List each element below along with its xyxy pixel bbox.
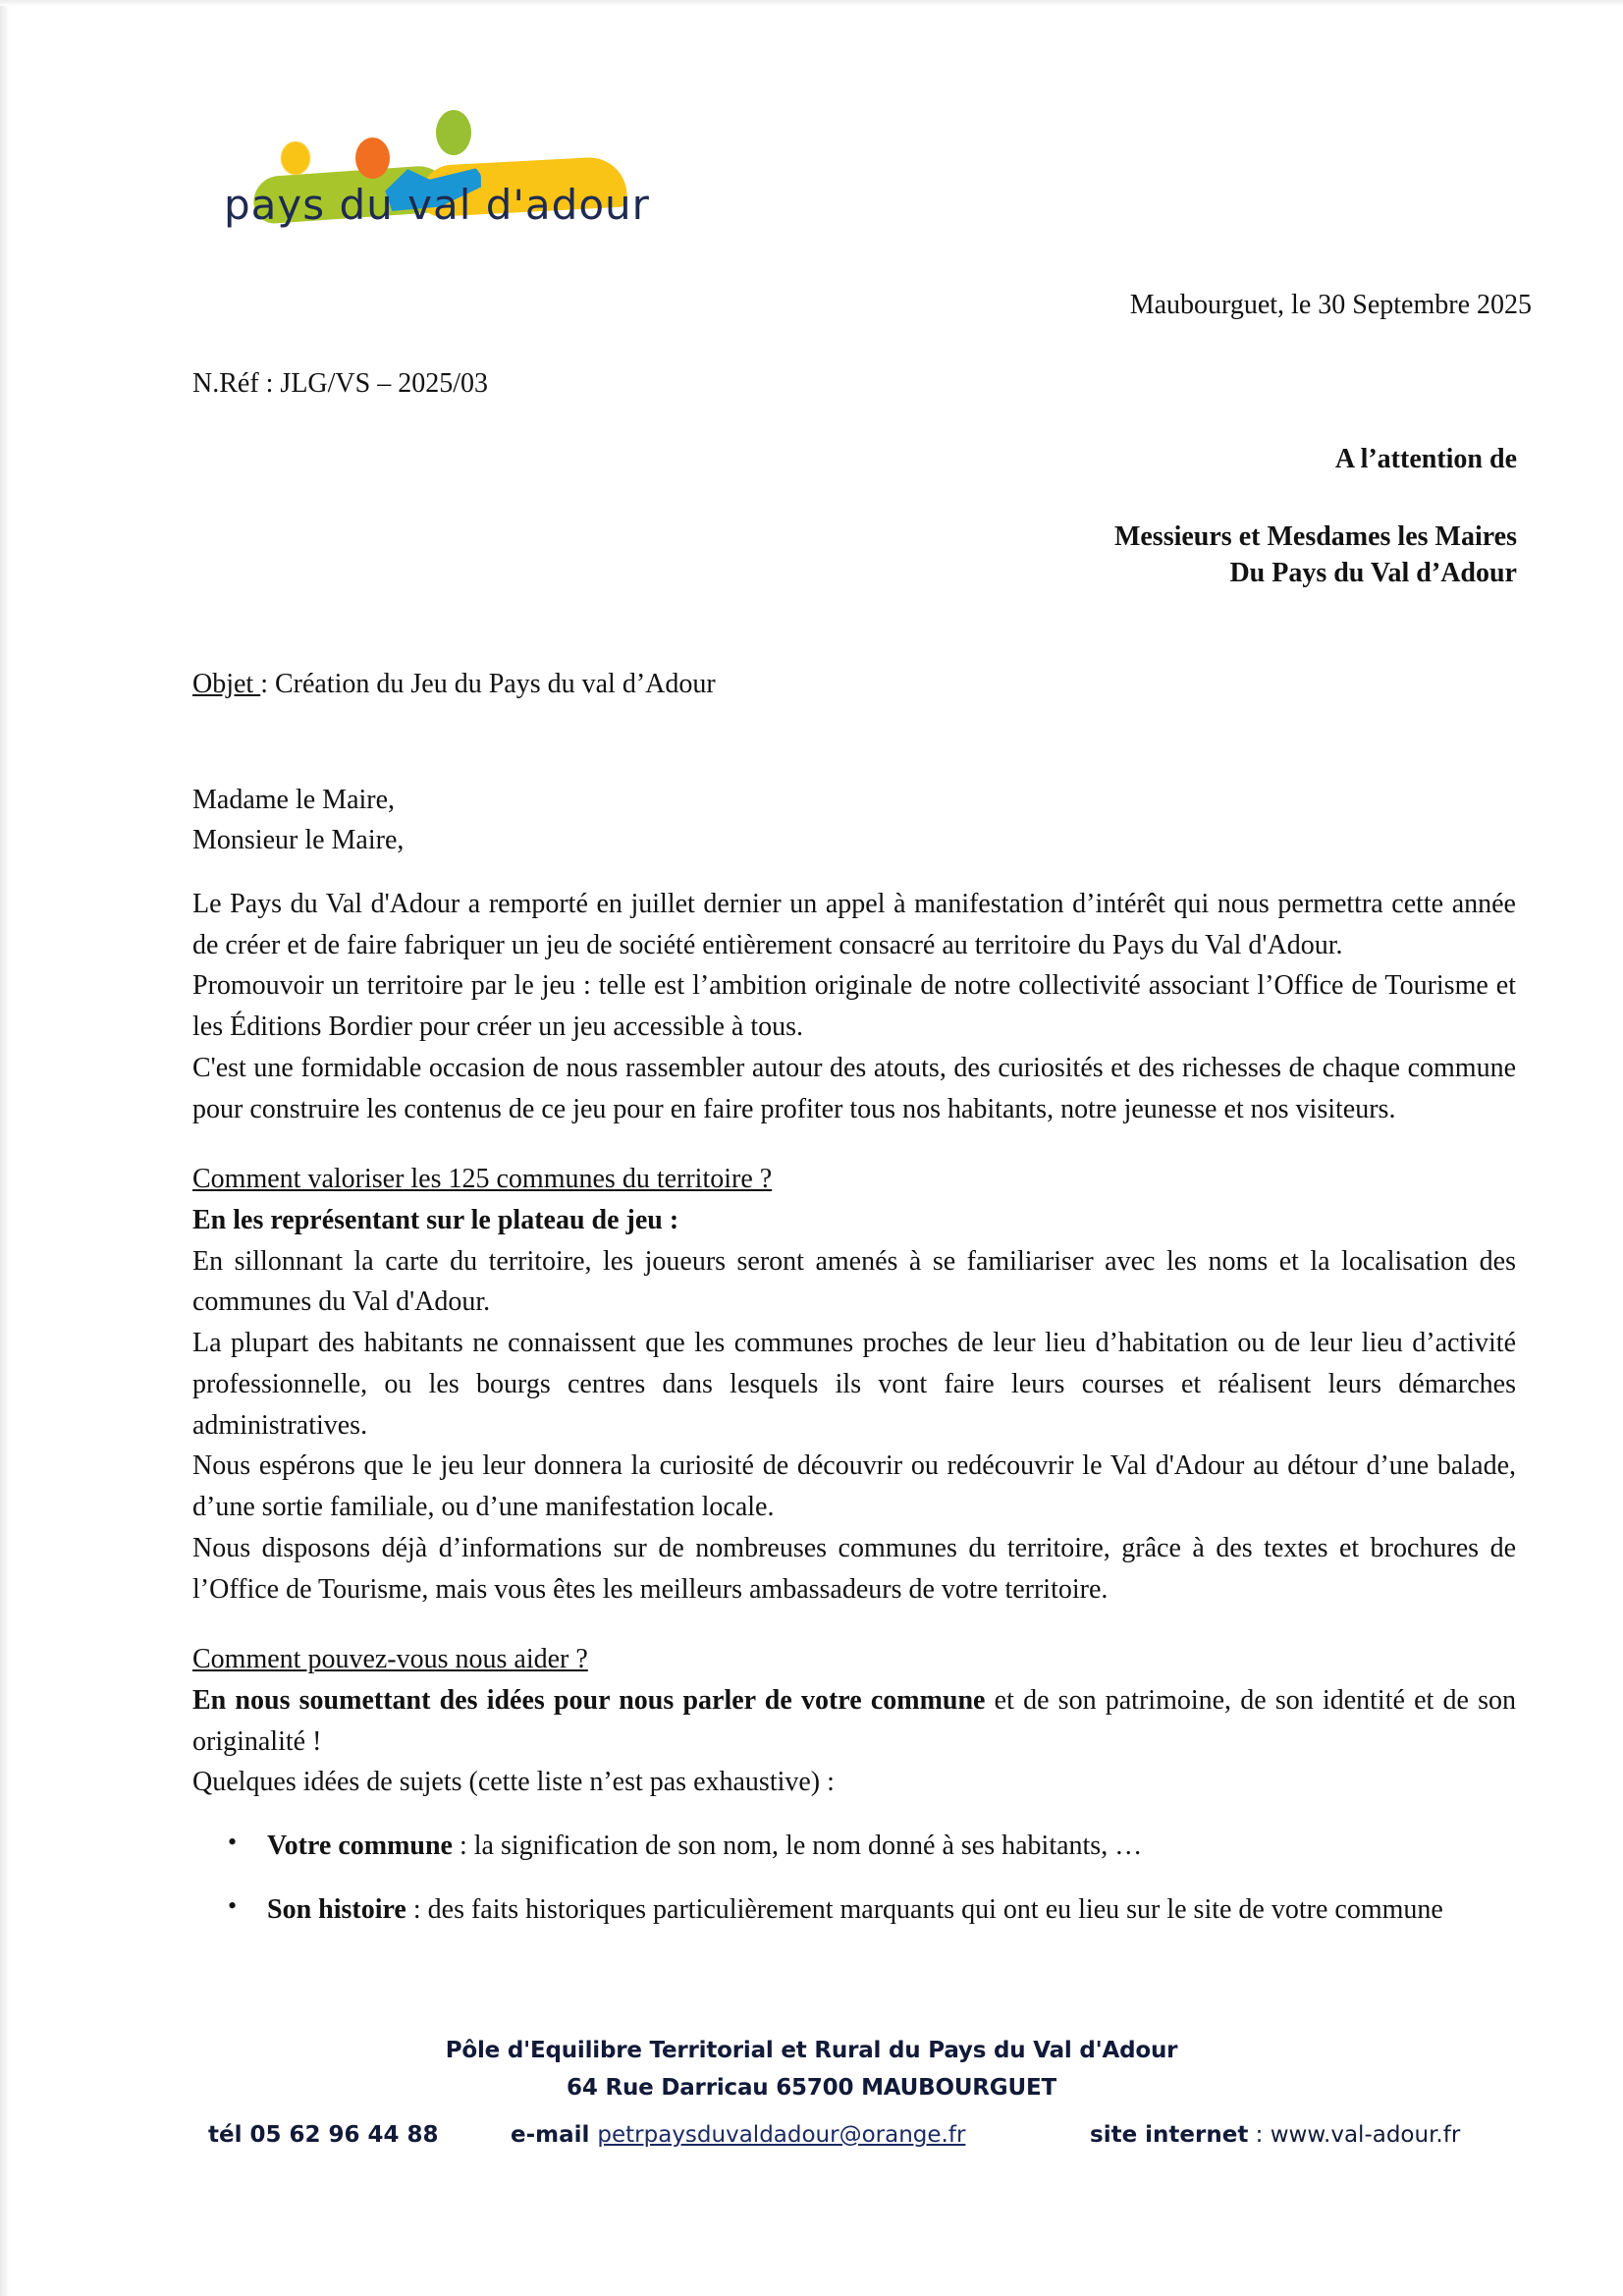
section-1-paragraph-4: Nous disposons déjà d’informations sur de nombreuses communes du territoire, grâce à des textes et brochures de l’Office de Tourisme, mais vous êtes les meilleurs ambassadeurs de votre territoire.: [192, 1532, 1516, 1605]
reference-line: N.Réf : JLG/VS – 2025/03: [192, 368, 488, 399]
footer-address: 64 Rue Darricau 65700 MAUBOURGUET: [567, 2075, 1056, 2101]
footer-email-block: [511, 2122, 965, 2148]
footer-email-address[interactable]: petrpaysduvaldadour@orange.fr: [597, 2122, 966, 2148]
footer-website-url[interactable]: : www.val-adour.fr: [1248, 2122, 1461, 2148]
letter-body: [192, 884, 1516, 1932]
idea-bullet-list: [192, 1825, 1516, 1932]
logo-green-dot-icon: [436, 110, 471, 155]
section-2-subheading: [192, 1680, 1516, 1762]
section-1-heading: Comment valoriser les 125 communes du territoire ?: [192, 1164, 773, 1195]
scan-edge-top: [0, 0, 1623, 6]
logo-yellow-sun-icon: [281, 141, 310, 175]
attention-label: A l’attention de: [1334, 444, 1517, 474]
bullet-1-text: : la signification de son nom, le nom donné à ses habitants, …: [452, 1831, 1143, 1862]
section-2-subheading-rest: et de son patrimoine, de son identité et de son originalité !: [192, 1684, 1517, 1757]
spacer: [192, 1129, 1516, 1159]
section-2-heading: Comment pouvez-vous nous aider ?: [192, 1644, 588, 1675]
body-paragraph-1: Le Pays du Val d'Adour a remporté en juillet dernier un appel à manifestation d’intérêt qui nous permettra cette année de créer et de faire fabriquer un jeu de société entièrement consacré au territoire du Pays du Val d'Adour.: [192, 889, 1516, 960]
footer-website-block: [1090, 2122, 1460, 2148]
section-2-intro: Quelques idées de sujets (cette liste n’est pas exhaustive) :: [192, 1767, 835, 1798]
spacer: [192, 1610, 1516, 1639]
logo-orange-dot-icon: [355, 137, 390, 179]
footer-email-label: e-mail: [511, 2122, 598, 2148]
organization-logo: [224, 106, 650, 244]
section-1-paragraph-3: Nous espérons que le jeu leur donnera la curiosité de découvrir ou redécouvrir le Val d'Adour au détour d’une balade, d’une sortie familiale, ou d’une manifestation locale.: [192, 1450, 1516, 1523]
greeting-line-1: Madame le Maire,: [192, 785, 396, 815]
bullet-1-label: Votre commune: [267, 1831, 453, 1862]
subject-line: [192, 669, 716, 700]
greeting-line-2: Monsieur le Maire,: [192, 824, 405, 855]
body-paragraph-3: C'est une formidable occasion de nous rassembler autour des atouts, des curiosités et des richesses de chaque commune pour construire les contenus de ce jeu pour en faire profiter tous nos habitants, notre jeunesse et nos visiteurs.: [192, 1052, 1516, 1124]
greeting-block: [192, 781, 404, 860]
section-1-subheading: En les représentant sur le plateau de jeu :: [192, 1205, 679, 1236]
section-2-subheading-bold: En nous soumettant des idées pour nous parler de votre commune: [192, 1684, 986, 1716]
body-paragraph-2: Promouvoir un territoire par le jeu : telle est l’ambition originale de notre collectivité associant l’Office de Tourisme et les Éditions Bordier pour créer un jeu accessible à tous.: [192, 970, 1516, 1043]
scan-edge-left: [0, 0, 10, 2296]
subject-text: : Création du Jeu du Pays du val d’Adour: [260, 669, 716, 699]
bullet-2-label: Son histoire: [267, 1894, 406, 1926]
logo-wordmark: pays du val d'adour: [224, 181, 650, 229]
recipient-line-1: Messieurs et Mesdames les Maires: [1113, 521, 1517, 552]
date-line: Maubourguet, le 30 Septembre 2025: [1129, 290, 1532, 320]
subject-label: Objet: [192, 669, 261, 699]
page-footer: [0, 2038, 1623, 2154]
bullet-2-text: : des faits historiques particulièrement marquants qui ont eu lieu sur le site de votre commune: [406, 1894, 1443, 1926]
recipient-block: [0, 519, 1517, 591]
footer-organization: Pôle d'Equilibre Territorial et Rural du Pays du Val d'Adour: [445, 2038, 1178, 2063]
list-item: [263, 1888, 1516, 1931]
footer-telephone: tél 05 62 96 44 88: [208, 2122, 439, 2148]
footer-website-label: site internet: [1090, 2122, 1249, 2148]
list-item: [263, 1825, 1516, 1867]
section-1-paragraph-2: La plupart des habitants ne connaissent que les communes proches de leur lieu d’habitation ou de leur lieu d’activité professionnelle, ou les bourgs centres dans lesquels ils vont faire leurs courses et réalisent leurs démarches administratives.: [192, 1328, 1516, 1441]
section-1-paragraph-1: En sillonnant la carte du territoire, les joueurs seront amenés à se familiariser avec les noms et la localisation des communes du Val d'Adour.: [192, 1245, 1516, 1318]
recipient-line-2: Du Pays du Val d’Adour: [1229, 558, 1517, 589]
footer-contact-row: [0, 2112, 1623, 2154]
